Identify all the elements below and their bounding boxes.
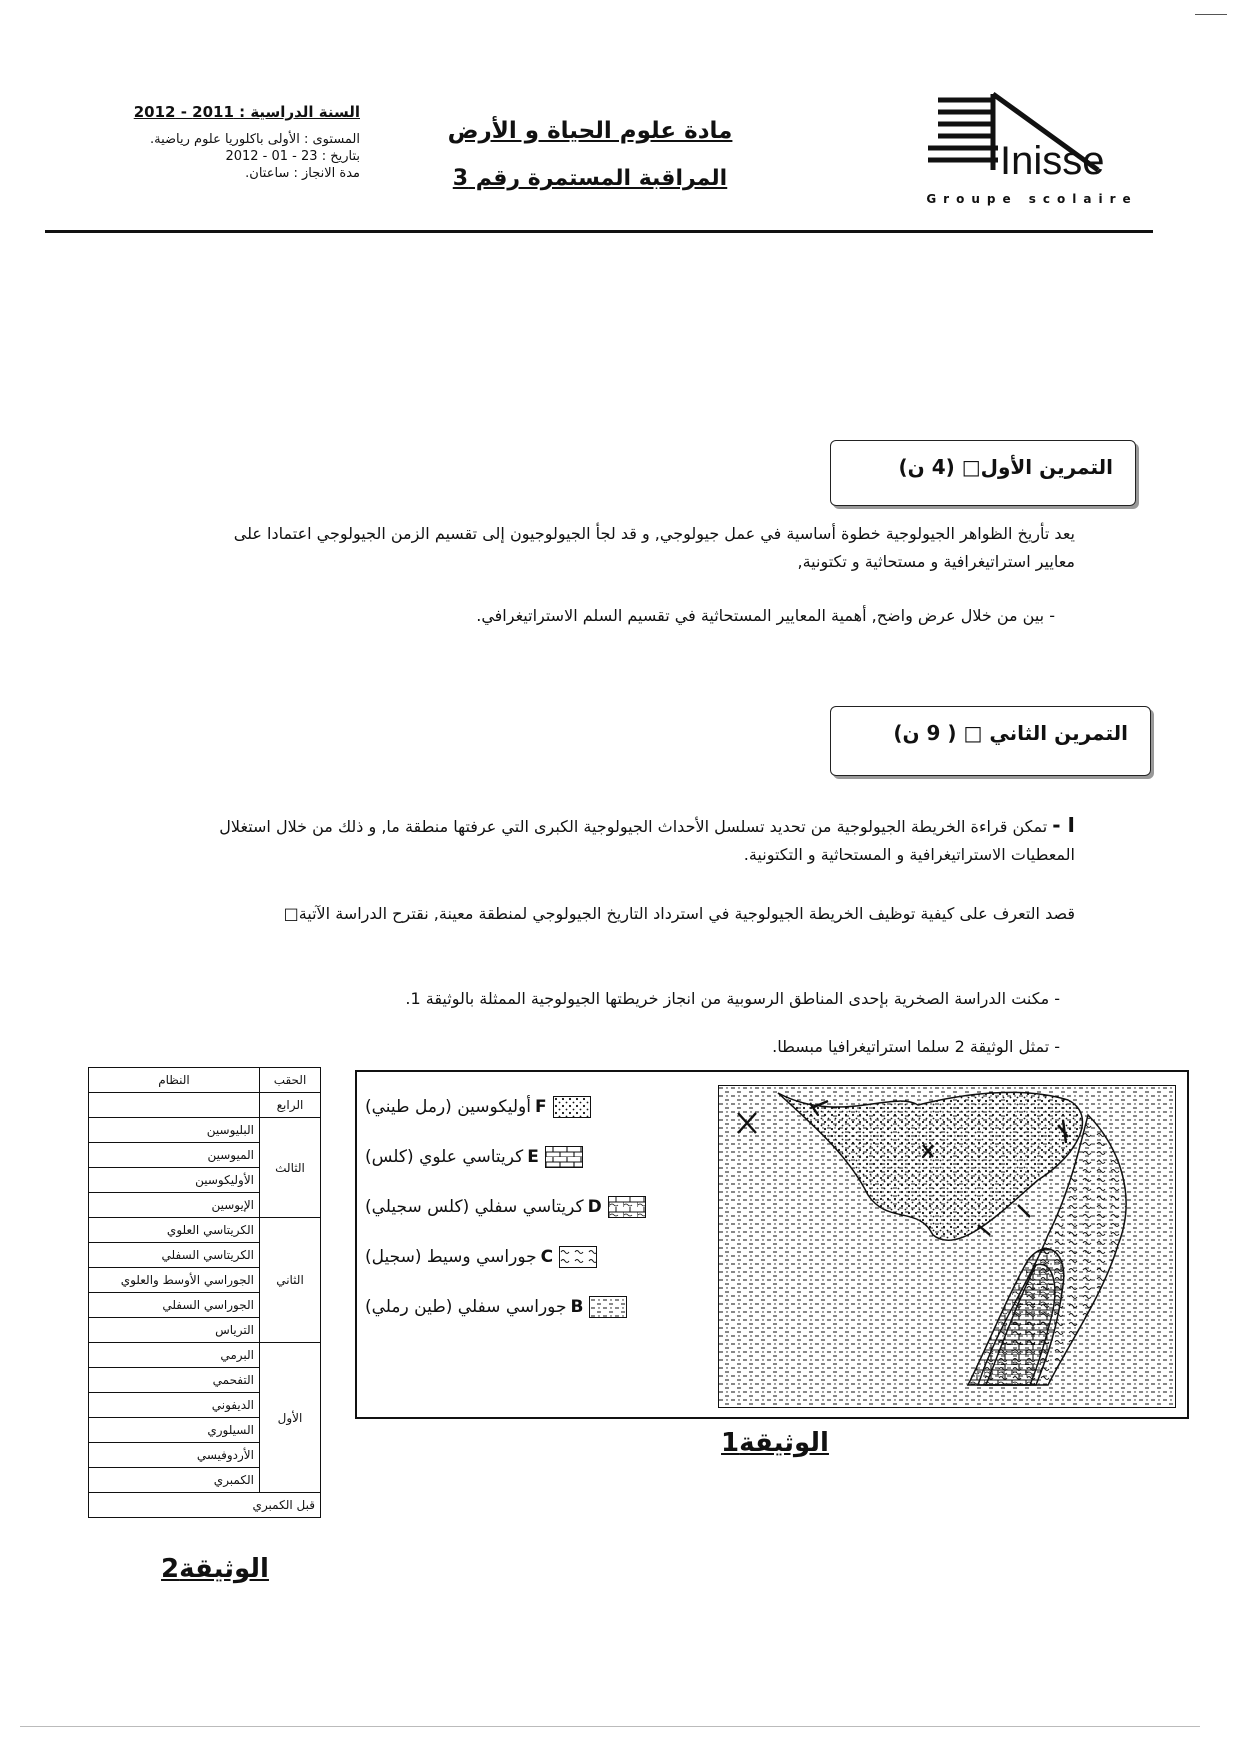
legend-swatch-brick-wave <box>608 1196 646 1218</box>
table-row <box>89 1343 321 1368</box>
era-quaternary: الرابع <box>260 1093 321 1118</box>
legend-swatch-dash <box>589 1296 627 1318</box>
col-era: الحقب <box>260 1068 321 1093</box>
legend-swatch-dots <box>553 1096 591 1118</box>
legend-item-c <box>365 1232 695 1282</box>
system-cell: الجوراسي الأوسط والعلوي <box>89 1268 260 1293</box>
header-divider <box>45 230 1153 233</box>
intro-text: تمكن قراءة الخريطة الجيولوجية من تحديد تسلسل الأحداث الجيولوجية الكبرى التي عرفتها منطقة ما, و ذلك من خلال استغلال المعطيات الاستراتيغرافية و المستحاثية و التكتونية. <box>219 817 1075 864</box>
exam-date: بتاريخ : 23 - 01 - 2012 <box>225 149 360 164</box>
system-cell: الأردوفيسي <box>89 1443 260 1468</box>
table-header-row <box>89 1068 321 1093</box>
system-cell: الكمبري <box>89 1468 260 1493</box>
system-cell: الكريتاسي العلوي <box>89 1218 260 1243</box>
legend-item-e <box>365 1132 695 1182</box>
school-year: السنة الدراسية : 2011 - 2012 <box>133 103 360 121</box>
era-tertiary: الثالث <box>260 1118 321 1218</box>
legend-code: C <box>540 1247 554 1267</box>
system-cell: الديفوني <box>89 1393 260 1418</box>
exercise2-bullet1: - مكنت الدراسة الصخرية بإحدى المناطق الرسوبية من انجاز خريطتها الجيولوجية الممثلة بالوثيقة 1. <box>405 989 1060 1008</box>
scan-mark <box>1195 14 1227 15</box>
legend-swatch-brick <box>545 1146 583 1168</box>
system-cell: الإيوسين <box>89 1193 260 1218</box>
exam-title: المراقبة المستمرة رقم 3 <box>452 166 728 191</box>
exercise2-intro <box>210 811 1075 869</box>
system-cell: السيلوري <box>89 1418 260 1443</box>
stratigraphic-scale-table <box>88 1067 321 1518</box>
system-cell: الترياس <box>89 1318 260 1343</box>
exercise2-title: التمرين الثاني □ ( 9 ن) <box>830 706 1151 776</box>
legend-item-b <box>365 1282 695 1332</box>
exercise2-purpose: قصد التعرف على كيفية توظيف الخريطة الجيولوجية في استرداد التاريخ الجيولوجي لمنطقة معينة, نقترح الدراسة الآتية□ <box>283 904 1075 923</box>
legend-code: B <box>570 1297 584 1317</box>
legend-text: أوليكوسين (رمل طيني) <box>365 1097 531 1117</box>
legend-item-d <box>365 1182 695 1232</box>
document2-label: الوثيقة2 <box>161 1554 269 1584</box>
legend-text: كريتاسي سفلي (كلس سجيلي) <box>365 1197 584 1217</box>
table-row <box>89 1218 321 1243</box>
table-row <box>89 1118 321 1143</box>
logo-text: Inisse <box>1000 139 1105 183</box>
era-precambrian: قبل الكمبري <box>89 1493 321 1518</box>
exercise2-bullet2: - تمثل الوثيقة 2 سلما استراتيغرافيا مبسطا. <box>772 1037 1060 1056</box>
document1-label: الوثيقة1 <box>721 1428 829 1458</box>
legend-item-f <box>365 1082 695 1132</box>
system-cell: الميوسين <box>89 1143 260 1168</box>
part-number: I - <box>1052 813 1075 837</box>
system-cell: التفحمي <box>89 1368 260 1393</box>
exercise1-text: يعد تأريخ الظواهر الجيولوجية خطوة أساسية في عمل جيولوجي, و قد لجأ الجيولوجيون إلى تقسيم الزمن الجيولوجي اعتمادا على معايير استراتيغرافية و مستحاثية و تكتونية, <box>233 524 1075 571</box>
era-primary: الأول <box>260 1343 321 1493</box>
era-secondary: الثاني <box>260 1218 321 1343</box>
legend-code: E <box>527 1147 539 1167</box>
exam-info <box>60 104 360 182</box>
table-row <box>89 1093 321 1118</box>
legend-swatch-wave <box>559 1246 597 1268</box>
exam-duration: مدة الانجاز : ساعتان. <box>245 166 360 181</box>
system-cell: الكريتاسي السفلي <box>89 1243 260 1268</box>
system-cell: البرمي <box>89 1343 260 1368</box>
system-cell: البليوسين <box>89 1118 260 1143</box>
system-cell: الجوراسي السفلي <box>89 1293 260 1318</box>
legend-text: جوراسي سفلي (طين رملي) <box>365 1297 567 1317</box>
level: المستوى : الأولى باكلوريا علوم رياضية. <box>149 132 360 147</box>
geological-map <box>718 1085 1176 1408</box>
logo-tagline: Groupe scolaire <box>926 192 1138 206</box>
legend-text: جوراسي وسيط (سجيل) <box>365 1247 537 1267</box>
exam-heading <box>440 118 740 191</box>
footer-divider <box>20 1726 1200 1727</box>
table-row <box>89 1493 321 1518</box>
exercise1-question: - بين من خلال عرض واضح, أهمية المعايير المستحاثية في تقسيم السلم الاستراتيغرافي. <box>476 606 1055 625</box>
legend-code: D <box>587 1197 602 1217</box>
legend-text: كريتاسي علوي (كلس) <box>365 1147 524 1167</box>
map-legend <box>365 1082 695 1332</box>
system-cell <box>89 1093 260 1118</box>
legend-code: F <box>534 1097 547 1117</box>
system-cell: الأوليكوسين <box>89 1168 260 1193</box>
subject-title: مادة علوم الحياة و الأرض <box>447 118 733 144</box>
col-system: النظام <box>89 1068 260 1093</box>
exercise1-title: التمرين الأول□ (4 ن) <box>830 440 1136 506</box>
